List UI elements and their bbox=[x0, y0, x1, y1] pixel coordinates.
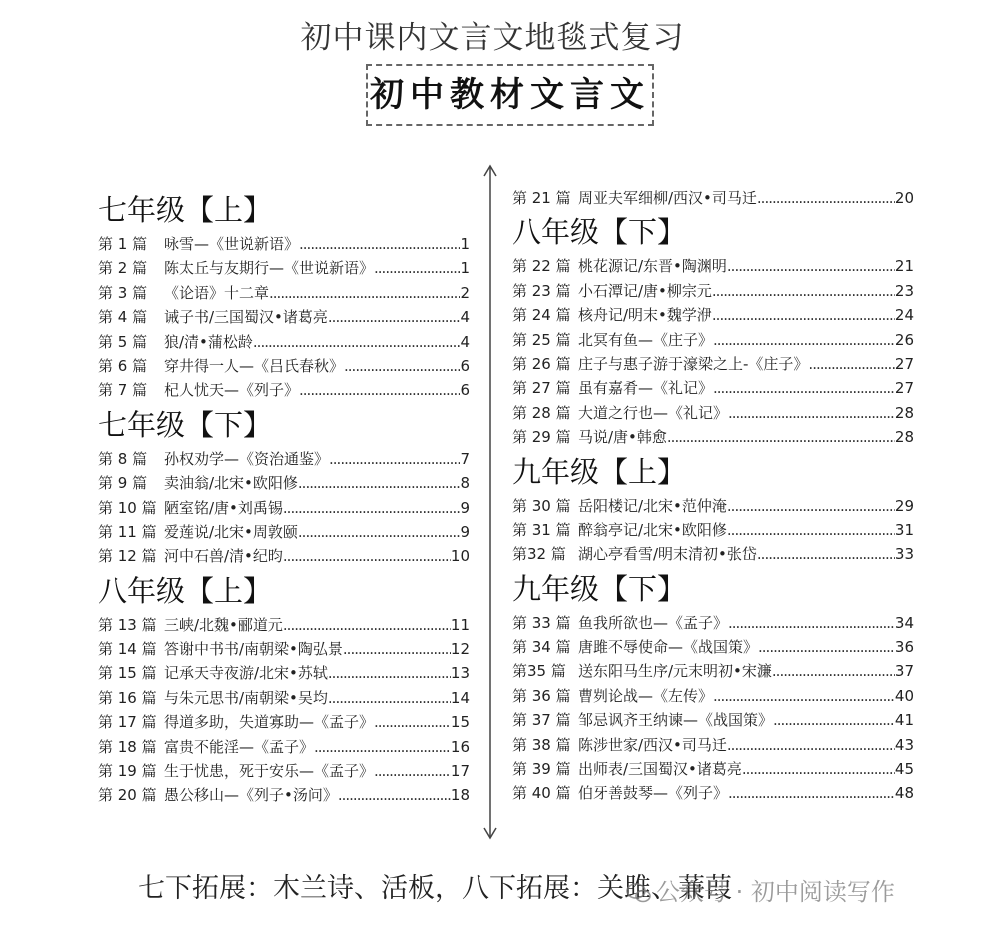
grade-heading: 八年级【下】 bbox=[512, 215, 687, 250]
entry-index: 第 28 篇 bbox=[512, 403, 571, 422]
double-arrow-divider bbox=[489, 166, 491, 838]
toc-entry[interactable] bbox=[512, 684, 914, 708]
entry-page-number: 27 bbox=[894, 379, 914, 398]
entry-page-number: 28 bbox=[894, 403, 914, 422]
toc-entry[interactable] bbox=[512, 757, 914, 781]
entry-title: 孙权劝学—《资治通鉴》 bbox=[164, 449, 330, 468]
entry-page-number: 34 bbox=[894, 613, 914, 632]
entry-title: 卖油翁/北宋•欧阳修 bbox=[164, 474, 298, 493]
entry-page-number: 12 bbox=[450, 640, 470, 659]
dot-leader bbox=[728, 611, 895, 635]
dot-leader bbox=[283, 613, 451, 637]
entry-index: 第 21 篇 bbox=[512, 189, 571, 207]
dot-leader bbox=[728, 781, 895, 805]
entry-index: 第 37 篇 bbox=[512, 711, 571, 730]
entry-page-number: 20 bbox=[894, 189, 914, 207]
dot-leader bbox=[757, 186, 895, 210]
entry-page-number: 4 bbox=[460, 332, 470, 351]
dot-leader bbox=[374, 759, 451, 783]
grade-heading: 七年级【下】 bbox=[98, 407, 273, 442]
entry-page-number: 1 bbox=[460, 259, 470, 278]
toc-entry[interactable] bbox=[512, 781, 914, 805]
entry-title: 河中石兽/清•纪昀 bbox=[164, 547, 283, 566]
dot-leader bbox=[298, 520, 461, 544]
entry-index: 第 7 篇 bbox=[98, 381, 148, 400]
entry-title: 核舟记/明末•魏学洢 bbox=[578, 306, 712, 325]
entry-title: 曹刿论战—《左传》 bbox=[578, 686, 714, 705]
entry-index: 第35 篇 bbox=[512, 662, 566, 681]
dot-leader bbox=[298, 471, 461, 495]
toc-entry[interactable] bbox=[512, 352, 914, 376]
dot-leader bbox=[667, 425, 895, 449]
right-column bbox=[512, 186, 914, 806]
dot-leader bbox=[338, 783, 451, 807]
entry-title: 虽有嘉肴—《礼记》 bbox=[578, 379, 714, 398]
grade-heading: 九年级【上】 bbox=[512, 454, 687, 489]
toc-entry[interactable] bbox=[512, 254, 914, 278]
watermark-text: 公众号 · 初中阅读写作 bbox=[656, 878, 895, 906]
entry-page-number: 6 bbox=[460, 356, 470, 375]
toc-entry[interactable] bbox=[512, 401, 914, 425]
dot-leader bbox=[727, 254, 895, 278]
dot-leader bbox=[712, 279, 895, 303]
toc-entry[interactable] bbox=[98, 447, 470, 471]
entry-index: 第 11 篇 bbox=[98, 522, 157, 541]
dot-leader bbox=[374, 256, 460, 280]
toc-entry[interactable] bbox=[98, 520, 470, 544]
entry-title: 周亚夫军细柳/西汉•司马迁 bbox=[578, 189, 757, 207]
entry-index: 第 14 篇 bbox=[98, 640, 157, 659]
dot-leader bbox=[344, 354, 460, 378]
entry-index: 第 15 篇 bbox=[98, 664, 157, 683]
toc-entry[interactable] bbox=[98, 232, 470, 256]
entry-index: 第 39 篇 bbox=[512, 760, 571, 779]
entry-index: 第 17 篇 bbox=[98, 713, 157, 732]
toc-entry[interactable] bbox=[512, 279, 914, 303]
entry-page-number: 9 bbox=[460, 522, 470, 541]
dot-leader bbox=[269, 281, 460, 305]
dot-leader bbox=[713, 684, 895, 708]
dot-leader bbox=[328, 305, 461, 329]
dot-leader bbox=[772, 659, 895, 683]
dot-leader bbox=[742, 757, 895, 781]
entry-title: 杞人忧天—《列子》 bbox=[164, 381, 300, 400]
dot-leader bbox=[773, 708, 895, 732]
left-column bbox=[98, 188, 470, 808]
entry-page-number: 14 bbox=[450, 688, 470, 707]
entry-page-number: 41 bbox=[894, 711, 914, 730]
dot-leader bbox=[757, 542, 895, 566]
entry-title: 与朱元思书/南朝梁•吴均 bbox=[164, 688, 328, 707]
entry-page-number: 9 bbox=[460, 498, 470, 517]
entry-index: 第 8 篇 bbox=[98, 449, 148, 468]
entry-title: 出师表/三国蜀汉•诸葛亮 bbox=[578, 760, 742, 779]
entry-title: 三峡/北魏•郦道元 bbox=[164, 615, 283, 634]
entry-page-number: 31 bbox=[894, 520, 914, 539]
entry-title: 邹忌讽齐王纳谏—《战国策》 bbox=[578, 711, 774, 730]
dot-leader bbox=[728, 401, 895, 425]
entry-index: 第 40 篇 bbox=[512, 784, 571, 803]
toc-entry[interactable] bbox=[512, 542, 914, 566]
entry-index: 第 38 篇 bbox=[512, 735, 571, 754]
entry-page-number: 1 bbox=[460, 235, 470, 253]
entry-index: 第 30 篇 bbox=[512, 496, 571, 515]
entry-title: 北冥有鱼—《庄子》 bbox=[578, 330, 714, 349]
entry-title: 马说/唐•韩愈 bbox=[578, 428, 667, 447]
wechat-icon bbox=[626, 882, 652, 904]
entry-title: 岳阳楼记/北宋•范仲淹 bbox=[578, 496, 727, 515]
entry-title: 陈太丘与友期行—《世说新语》 bbox=[164, 259, 375, 278]
entry-title: 穿井得一人—《吕氏春秋》 bbox=[164, 356, 345, 375]
toc-entry[interactable] bbox=[98, 281, 470, 305]
grade-heading: 九年级【下】 bbox=[512, 571, 687, 606]
toc-entry[interactable] bbox=[98, 330, 470, 354]
entry-title: 愚公移山—《列子•汤问》 bbox=[164, 786, 338, 805]
entry-index: 第 36 篇 bbox=[512, 686, 571, 705]
dot-leader bbox=[713, 376, 895, 400]
entry-index: 第 33 篇 bbox=[512, 613, 571, 632]
toc-entry[interactable] bbox=[512, 518, 914, 542]
arrow-up-icon bbox=[482, 164, 498, 178]
entry-page-number: 37 bbox=[894, 662, 914, 681]
entry-page-number: 18 bbox=[450, 786, 470, 805]
dot-leader bbox=[374, 710, 451, 734]
arrow-down-icon bbox=[482, 826, 498, 840]
toc-entry[interactable] bbox=[98, 256, 470, 280]
entry-page-number: 36 bbox=[894, 638, 914, 657]
entry-index: 第 1 篇 bbox=[98, 235, 148, 253]
entry-title: 大道之行也—《礼记》 bbox=[578, 403, 729, 422]
entry-index: 第 34 篇 bbox=[512, 638, 571, 657]
toc-entry[interactable] bbox=[98, 759, 470, 783]
entry-page-number: 45 bbox=[894, 760, 914, 779]
entry-title: 记承天寺夜游/北宋•苏轼 bbox=[164, 664, 328, 683]
entry-page-number: 27 bbox=[894, 354, 914, 373]
dot-leader bbox=[727, 494, 895, 518]
dot-leader bbox=[343, 637, 451, 661]
entry-title: 庄子与惠子游于濠梁之上-《庄子》 bbox=[578, 354, 809, 373]
entry-index: 第 10 篇 bbox=[98, 498, 157, 517]
extension-note: 七下拓展：木兰诗、活板，八下拓展：关雎、蒹葭 bbox=[138, 873, 732, 904]
entry-title: 得道多助，失道寡助—《孟子》 bbox=[164, 713, 375, 732]
toc-entry[interactable] bbox=[98, 637, 470, 661]
entry-page-number: 48 bbox=[894, 784, 914, 803]
entry-title: 答谢中书书/南朝梁•陶弘景 bbox=[164, 640, 343, 659]
toc-entry[interactable] bbox=[512, 328, 914, 352]
entry-page-number: 23 bbox=[894, 281, 914, 300]
entry-page-number: 8 bbox=[460, 474, 470, 493]
entry-page-number: 29 bbox=[894, 496, 914, 515]
entry-index: 第 26 篇 bbox=[512, 354, 571, 373]
dot-leader bbox=[283, 496, 461, 520]
entry-index: 第 2 篇 bbox=[98, 259, 148, 278]
entry-index: 第 16 篇 bbox=[98, 688, 157, 707]
entry-title: 醉翁亭记/北宋•欧阳修 bbox=[578, 520, 727, 539]
toc-entry[interactable] bbox=[98, 496, 470, 520]
dot-leader bbox=[727, 733, 895, 757]
toc-entry[interactable] bbox=[512, 659, 914, 683]
entry-index: 第 4 篇 bbox=[98, 308, 148, 327]
entry-index: 第 9 篇 bbox=[98, 474, 148, 493]
toc-entry[interactable] bbox=[512, 611, 914, 635]
dot-leader bbox=[314, 735, 451, 759]
entry-index: 第 6 篇 bbox=[98, 356, 148, 375]
dot-leader bbox=[328, 661, 451, 685]
entry-index: 第 5 篇 bbox=[98, 332, 148, 351]
toc-entry[interactable] bbox=[512, 733, 914, 757]
toc-entry[interactable] bbox=[512, 494, 914, 518]
entry-page-number: 17 bbox=[450, 762, 470, 781]
entry-page-number: 21 bbox=[894, 257, 914, 276]
entry-title: 鱼我所欲也—《孟子》 bbox=[578, 613, 729, 632]
entry-index: 第 19 篇 bbox=[98, 762, 157, 781]
entry-page-number: 7 bbox=[460, 449, 470, 468]
entry-page-number: 16 bbox=[450, 737, 470, 756]
entry-title: 诫子书/三国蜀汉•诸葛亮 bbox=[164, 308, 328, 327]
entry-index: 第 23 篇 bbox=[512, 281, 571, 300]
grade-heading: 八年级【上】 bbox=[98, 573, 273, 608]
entry-title: 《论语》十二章 bbox=[164, 283, 270, 302]
toc-entry[interactable] bbox=[98, 735, 470, 759]
entry-title: 爱莲说/北宋•周敦颐 bbox=[164, 522, 298, 541]
watermark bbox=[626, 872, 895, 907]
toc-entry[interactable] bbox=[98, 710, 470, 734]
entry-index: 第 29 篇 bbox=[512, 428, 571, 447]
entry-title: 小石潭记/唐•柳宗元 bbox=[578, 281, 712, 300]
entry-index: 第 22 篇 bbox=[512, 257, 571, 276]
entry-index: 第 31 篇 bbox=[512, 520, 571, 539]
grade-heading: 七年级【上】 bbox=[98, 193, 273, 227]
dot-leader bbox=[727, 518, 895, 542]
entry-title: 富贵不能淫—《孟子》 bbox=[164, 737, 315, 756]
dot-leader bbox=[328, 686, 451, 710]
entry-title: 伯牙善鼓琴—《列子》 bbox=[578, 784, 729, 803]
entry-title: 陈涉世家/西汉•司马迁 bbox=[578, 735, 727, 754]
toc-entry[interactable] bbox=[98, 686, 470, 710]
entry-page-number: 43 bbox=[894, 735, 914, 754]
entry-title: 唐雎不辱使命—《战国策》 bbox=[578, 638, 759, 657]
toc-entry[interactable] bbox=[512, 376, 914, 400]
entry-index: 第 25 篇 bbox=[512, 330, 571, 349]
page-title: 初中课内文言文地毯式复习 bbox=[300, 20, 685, 56]
toc-entry[interactable] bbox=[98, 471, 470, 495]
toc-entry[interactable] bbox=[512, 708, 914, 732]
toc-entry[interactable] bbox=[512, 186, 914, 210]
entry-index: 第 12 篇 bbox=[98, 547, 157, 566]
entry-page-number: 15 bbox=[450, 713, 470, 732]
entry-page-number: 2 bbox=[460, 283, 470, 302]
toc-entry[interactable] bbox=[98, 661, 470, 685]
entry-index: 第 20 篇 bbox=[98, 786, 157, 805]
entry-title: 送东阳马生序/元末明初•宋濂 bbox=[578, 662, 772, 681]
dot-leader bbox=[299, 232, 460, 256]
entry-index: 第 13 篇 bbox=[98, 615, 157, 634]
entry-index: 第 27 篇 bbox=[512, 379, 571, 398]
entry-page-number: 13 bbox=[450, 664, 470, 683]
dot-leader bbox=[712, 303, 895, 327]
dot-leader bbox=[299, 378, 460, 402]
toc-entry[interactable] bbox=[98, 783, 470, 807]
entry-index: 第 24 篇 bbox=[512, 306, 571, 325]
entry-index: 第32 篇 bbox=[512, 545, 566, 564]
entry-page-number: 40 bbox=[894, 686, 914, 705]
toc-entry[interactable] bbox=[512, 425, 914, 449]
entry-page-number: 10 bbox=[450, 547, 470, 566]
entry-page-number: 33 bbox=[894, 545, 914, 564]
dot-leader bbox=[713, 328, 895, 352]
entry-index: 第 18 篇 bbox=[98, 737, 157, 756]
entry-page-number: 28 bbox=[894, 428, 914, 447]
entry-title: 咏雪—《世说新语》 bbox=[164, 235, 300, 253]
entry-index: 第 3 篇 bbox=[98, 283, 148, 302]
toc-entry[interactable] bbox=[98, 354, 470, 378]
entry-page-number: 24 bbox=[894, 306, 914, 325]
entry-page-number: 6 bbox=[460, 381, 470, 400]
toc-entry[interactable] bbox=[512, 303, 914, 327]
toc-entry[interactable] bbox=[98, 544, 470, 568]
box-title: 初中教材文言文 bbox=[366, 64, 654, 126]
toc-entry[interactable] bbox=[512, 635, 914, 659]
entry-page-number: 4 bbox=[460, 308, 470, 327]
entry-title: 生于忧患，死于安乐—《孟子》 bbox=[164, 762, 375, 781]
entry-page-number: 26 bbox=[894, 330, 914, 349]
entry-title: 狼/清•蒲松龄 bbox=[164, 332, 253, 351]
dot-leader bbox=[283, 544, 451, 568]
entry-page-number: 11 bbox=[450, 615, 470, 634]
toc-entry[interactable] bbox=[98, 305, 470, 329]
dot-leader bbox=[808, 352, 894, 376]
entry-title: 陋室铭/唐•刘禹锡 bbox=[164, 498, 283, 517]
dot-leader bbox=[329, 447, 460, 471]
entry-title: 湖心亭看雪/明末清初•张岱 bbox=[578, 545, 757, 564]
entry-title: 桃花源记/东晋•陶渊明 bbox=[578, 257, 727, 276]
toc-entry[interactable] bbox=[98, 613, 470, 637]
dot-leader bbox=[253, 330, 461, 354]
toc-entry[interactable] bbox=[98, 378, 470, 402]
dot-leader bbox=[758, 635, 895, 659]
